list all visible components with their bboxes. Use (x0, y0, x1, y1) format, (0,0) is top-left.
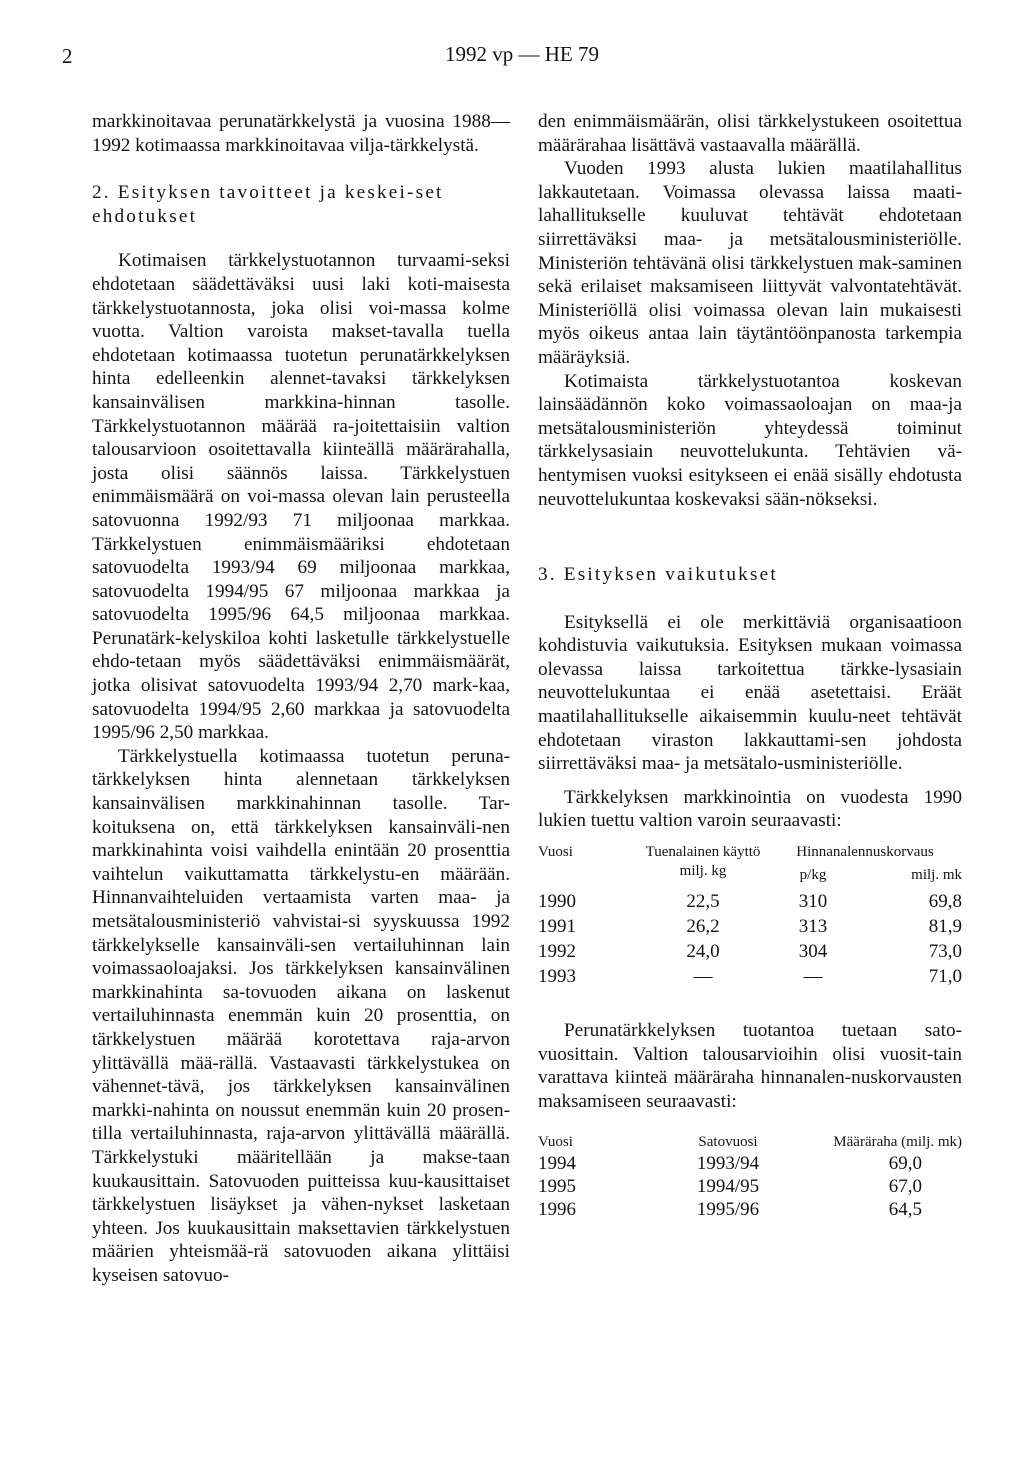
section-2-number: 2. (92, 182, 111, 204)
section-2-title: Esityksen tavoitteet ja keskei-set ehdotukset (92, 182, 444, 227)
intro-paragraph: markkinoitavaa perunatärkkelystä ja vuosina 1988—1992 kotimaassa markkinoitavaa vilja-tärkkelystä. (92, 111, 510, 156)
table-row (538, 1198, 962, 1221)
section-3-paragraph-1: Esityksellä ei ole merkittäviä organisaatioon kohdistuvia vaikutuksia. Esityksen mukaan voimassa olevassa laissa tarkoitettua tärkke-lysasiain neuvottelukuntaa ei enää asetettaisi. Eräät maatilahallitukselle aikaisemmin kuulu-neet tehtävät ehdotetaan viraston lakkauttami-sen johdosta siirrettäväksi maa- ja metsätalo-usministeriölle. (538, 611, 962, 775)
table-row (538, 964, 962, 989)
table-row (538, 914, 962, 939)
page-title: 1992 vp — HE 79 (445, 42, 599, 66)
cell-amount: 69,0 (888, 1153, 922, 1175)
cell-usage: — (693, 966, 713, 988)
cell-milj-mk: 73,0 (928, 941, 962, 963)
cell-year: 1993 (538, 966, 576, 988)
section-3-paragraph-2: Tärkkelyksen markkinointia on vuodesta 1990 lukien tuettu valtion varoin seuraavasti: (538, 786, 962, 832)
cell-amount: 67,0 (888, 1176, 922, 1198)
section-3-number: 3. (538, 564, 557, 586)
cell-p-kg: — (803, 966, 823, 988)
cell-year: 1991 (538, 916, 576, 938)
continued-paragraph: den enimmäismäärän, olisi tärkkelystukeen osoitettua määrärahaa lisättävä vastaavalla määrällä. (538, 111, 962, 156)
table-header-amount: Määräraha (milj. mk) (833, 1134, 962, 1151)
table-row (538, 1175, 962, 1198)
paragraph-maatilahallitus: Vuoden 1993 alusta lukien maatilahallitus lakkautetaan. Voimassa olevassa laissa maati-lahallitukselle kuuluvat tehtävät ehdotetaan siirrettäväksi maa- ja metsätalousministeriölle. Ministeriön tehtävänä olisi tärkkelystuen mak-saminen sekä erilaiset maksamiseen liittyvät valvontatehtävät. Ministeriöllä olisi voimassa olevan lain mukaisesti myös oikeus antaa lain täytäntöönpanosta tarkempia määräyksiä. (538, 158, 962, 368)
cell-p-kg: 313 (798, 916, 828, 938)
table-header-compensation: Hinnanalennuskorvaus (796, 844, 934, 861)
cell-year: 1994 (538, 1153, 576, 1175)
table-header-milj-mk: milj. mk (911, 867, 962, 884)
section-2-paragraph-2: Tärkkelystuella kotimaassa tuotetun peruna-tärkkelyksen hinta alennetaan tärkkelyksen kansainvälisen markkinahinnan tasolle. Tar-koituksena on, että tärkkelyksen kansainväli-nen markkinahinta voisi vaihdella enintään 20 prosenttia vaihtelun vaikuttamatta tärkkelystu-en määrään. Hinnanvaihteluiden vertaamista varten maa- ja metsätalousministeriö vahvistai-si syyskuussa 1992 tärkkelykselle kansainväli-sen vertailuhinnan lain voimassaoloajaksi. Jos tärkkelyksen kansainvälinen markkinahinta sa-tovuoden aikana on laskenut vertailuhinnasta enemmän kuin 20 prosenttia, on tärkkelystuen määrää korotettava raja-arvon ylittävällä mää-rällä. Vastaavasti tärkkelystukea on vähennet-tävä, jos tärkkelyksen kansainvälinen markki-nahinta on noussut enemmän kuin 20 prosen-tilla vertailuhinnasta, raja-arvon ylittävällä määrällä. Tärkkelystuki määritellään ja makse-taan kuukausittain. Satovuoden puitteissa kuu-kausittaiset tärkkelystuen lisäykset ja vähen-nykset lasketaan yhteen. Jos kuukausittain maksettavien tärkkelystuen määrien yhteismää-rä satovuoden aikana ylittäisi kyseisen satovuo- (92, 745, 510, 1286)
cell-crop-year: 1993/94 (696, 1153, 760, 1175)
cell-amount: 64,5 (888, 1199, 922, 1221)
section-2-paragraph-1: Kotimaisen tärkkelystuotannon turvaami-seksi ehdotetaan säädettäväksi uusi laki koti-maisesta tärkkelystuotannosta, joka olisi voi-massa kolme vuotta. Valtion varoista makset-tavalla tuella ehdotetaan kotimaassa tuotetun perunatärkkelyksen hinta edelleenkin alennet-tavaksi tärkkelyksen kansainvälisen markkina-hinnan tasolle. Tärkkelystuotannon määrää ra-joitettaisiin valtion talousarvioon osoitettavalla kiinteällä määrärahalla, josta olisi säännös laissa. Tärkkelystuen enimmäismäärä on voi-massa olevan lain perusteella satovuonna 1992/93 71 miljoonaa markkaa. Tärkkelystuen enimmäismääriksi ehdotetaan satovuodelta 1993/94 69 miljoonaa markkaa, satovuodelta 1994/95 67 miljoonaa markkaa ja satovuodelta 1995/96 64,5 miljoonaa markkaa. Perunatärk-kelyskiloa kohti lasketulle tärkkelystuelle ehdo-tetaan myös säädettäväksi enimmäismäärät, jotka olisivat satovuodelta 1993/94 2,70 mark-kaa, satovuodelta 1994/95 2,60 markkaa ja satovuodelta 1995/96 2,50 markkaa. (92, 250, 510, 744)
cell-p-kg: 310 (798, 891, 828, 913)
cell-usage: 22,5 (686, 891, 720, 913)
table-header-year: Vuosi (538, 844, 573, 861)
cell-year: 1990 (538, 891, 576, 913)
section-3-heading (538, 563, 962, 587)
table-header-usage: Tuenalainen käyttö milj. kg (645, 844, 761, 880)
section-3-title: Esityksen vaikutukset (563, 564, 778, 586)
cell-usage: 24,0 (686, 941, 720, 963)
cell-milj-mk: 69,8 (928, 891, 962, 913)
table-row (538, 889, 962, 914)
cell-crop-year: 1994/95 (696, 1176, 760, 1198)
table-row (538, 1152, 962, 1175)
cell-milj-mk: 81,9 (928, 916, 962, 938)
table-header-row (538, 843, 962, 866)
paragraph-neuvottelukunta: Kotimaista tärkkelystuotantoa koskevan lainsäädännön koko voimassaoloajan on maa-ja metsätalousministeriön yhteydessä toiminut tärkkelysasiain neuvottelukunta. Tehtävien vä-hentymisen vuoksi esitykseen ei enää sisälly ehdotusta neuvottelukuntaa koskevaksi sään-nökseksi. (538, 370, 962, 510)
support-table (538, 843, 962, 989)
cell-year: 1996 (538, 1199, 576, 1221)
table-header-p-kg: p/kg (799, 867, 827, 884)
page-number: 2 (62, 44, 73, 68)
table-header-year: Vuosi (538, 1134, 573, 1151)
cell-year: 1995 (538, 1176, 576, 1198)
section-2-heading (92, 181, 510, 228)
table-row (538, 939, 962, 964)
left-column (92, 110, 510, 1288)
table-header-row (538, 1133, 962, 1152)
cell-p-kg: 304 (798, 941, 828, 963)
appropriation-table (538, 1133, 962, 1221)
cell-crop-year: 1995/96 (696, 1199, 760, 1221)
cell-usage: 26,2 (686, 916, 720, 938)
cell-milj-mk: 71,0 (928, 966, 962, 988)
paragraph-appropriation: Perunatärkkelyksen tuotantoa tuetaan sato-vuosittain. Valtion talousarvioihin olisi vuosit-tain varattava kiinteä määräraha hinnanalen-nuskorvausten maksamiseen seuraavasti: (538, 1020, 962, 1112)
cell-year: 1992 (538, 941, 576, 963)
right-column (538, 110, 962, 1221)
table-header-crop-year: Satovuosi (698, 1134, 758, 1151)
